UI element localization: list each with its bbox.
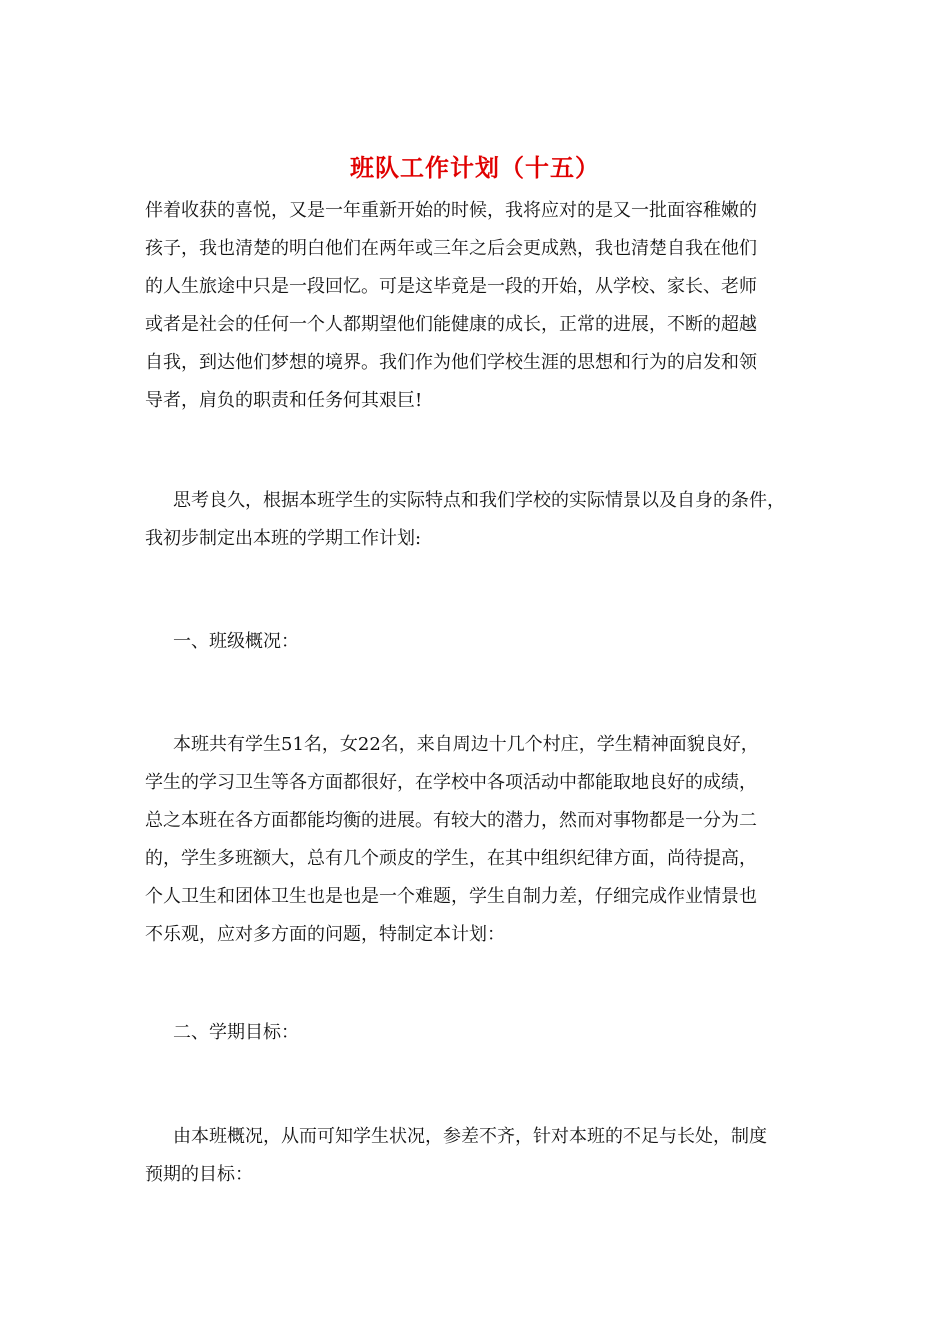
heading-text: 二、学期目标： [173, 1022, 299, 1043]
paragraph-goals-intro [145, 1118, 825, 1194]
text-line: 总之本班在各方面都能均衡的进展。有较大的潜力，然而对事物都是一分为二 [145, 810, 757, 831]
text-line: 或者是社会的任何一个人都期望他们能健康的成长，正常的进展，不断的超越 [145, 314, 757, 335]
text-line: 学生的学习卫生等各方面都很好，在学校中各项活动中都能取地良好的成绩， [145, 772, 757, 793]
paragraph-class-overview [145, 726, 825, 954]
text-line: 预期的目标： [145, 1164, 253, 1185]
section-heading-semester-goals [145, 1014, 825, 1052]
text-line: 不乐观，应对多方面的问题，特制定本计划： [145, 924, 505, 945]
text-line: 伴着收获的喜悦，又是一年重新开始的时候，我将应对的是又一批面容稚嫩的 [145, 200, 757, 221]
text-line: 本班共有学生51名，女22名，来自周边十几个村庄，学生精神面貌良好， [173, 734, 759, 755]
heading-text: 一、班级概况： [173, 631, 299, 652]
text-line: 个人卫生和团体卫生也是也是一个难题，学生自制力差，仔细完成作业情景也 [145, 886, 757, 907]
text-line: 导者，肩负的职责和任务何其艰巨! [145, 390, 423, 411]
text-line: 由本班概况，从而可知学生状况，参差不齐，针对本班的不足与长处，制度 [173, 1126, 767, 1147]
text-line: 的人生旅途中只是一段回忆。可是这毕竟是一段的开始，从学校、家长、老师 [145, 276, 757, 297]
text-line: 的，学生多班额大，总有几个顽皮的学生，在其中组织纪律方面，尚待提高， [145, 848, 757, 869]
document-title: 班队工作计划（十五） [350, 153, 600, 182]
text-line: 思考良久，根据本班学生的实际特点和我们学校的实际情景以及自身的条件， [173, 490, 785, 511]
text-line: 我初步制定出本班的学期工作计划: [145, 528, 422, 549]
text-line: 自我，到达他们梦想的境界。我们作为他们学校生涯的思想和行为的启发和领 [145, 352, 757, 373]
section-heading-class-overview [145, 623, 825, 661]
paragraph-reflection [145, 482, 825, 558]
paragraph-intro [145, 192, 825, 420]
text-line: 孩子，我也清楚的明白他们在两年或三年之后会更成熟，我也清楚自我在他们 [145, 238, 757, 259]
